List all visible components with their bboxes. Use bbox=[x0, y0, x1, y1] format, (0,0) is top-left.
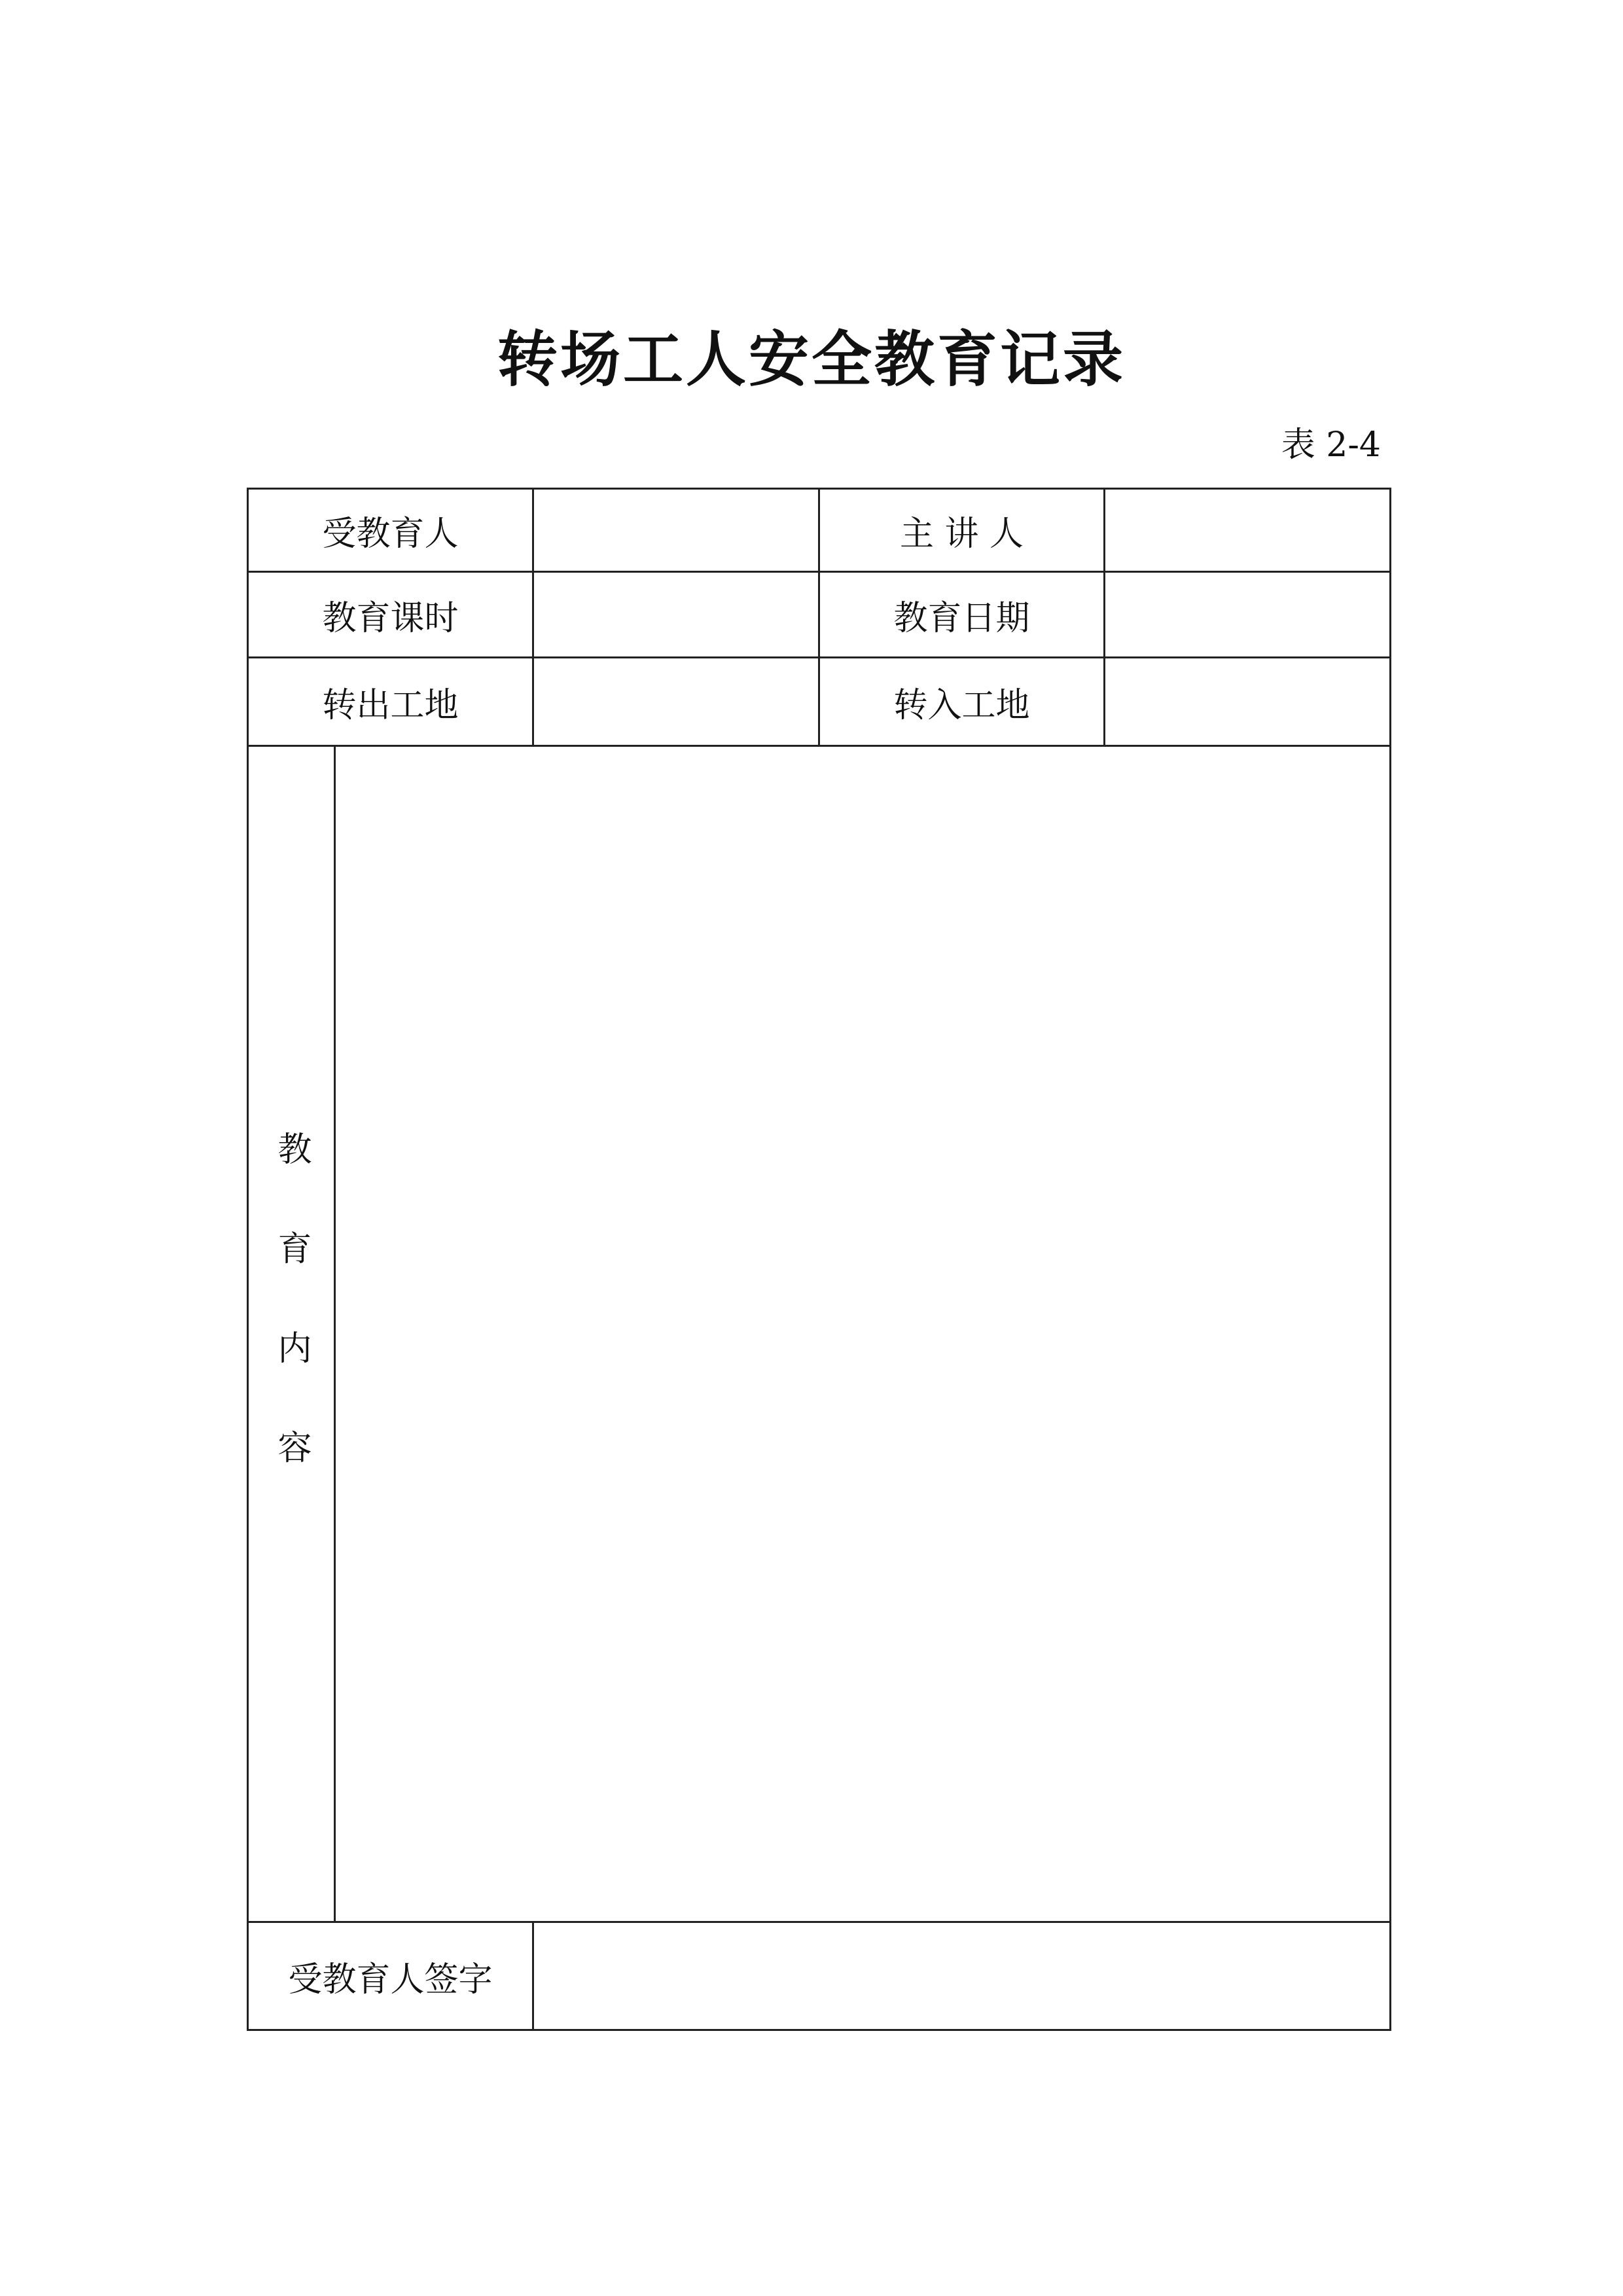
trainee-label: 受教育人 bbox=[248, 489, 533, 572]
hours-field[interactable] bbox=[533, 572, 819, 658]
form-number: 表 2-4 bbox=[1281, 425, 1381, 465]
table-row bbox=[248, 489, 1391, 572]
to-site-field[interactable] bbox=[1105, 658, 1391, 746]
from-site-label: 转出工地 bbox=[248, 658, 533, 746]
signature-label: 受教育人签字 bbox=[248, 1922, 533, 2030]
from-site-field[interactable] bbox=[533, 658, 819, 746]
content-label: 教育内容 bbox=[272, 1130, 311, 1529]
table-row bbox=[248, 572, 1391, 658]
lecturer-label: 主 讲 人 bbox=[819, 489, 1105, 572]
page-title: 转场工人安全教育记录 bbox=[497, 325, 1126, 395]
table-row bbox=[248, 658, 1391, 746]
content-label-cell bbox=[248, 746, 335, 1922]
content-field[interactable] bbox=[335, 746, 1391, 1922]
to-site-label: 转入工地 bbox=[819, 658, 1105, 746]
hours-label: 教育课时 bbox=[248, 572, 533, 658]
date-label: 教育日期 bbox=[819, 572, 1105, 658]
lecturer-field[interactable] bbox=[1105, 489, 1391, 572]
signature-field[interactable] bbox=[533, 1922, 1391, 2030]
table-row bbox=[248, 1922, 1391, 2030]
education-record-table bbox=[247, 488, 1391, 2031]
date-field[interactable] bbox=[1105, 572, 1391, 658]
table-row bbox=[248, 746, 1391, 1922]
trainee-field[interactable] bbox=[533, 489, 819, 572]
